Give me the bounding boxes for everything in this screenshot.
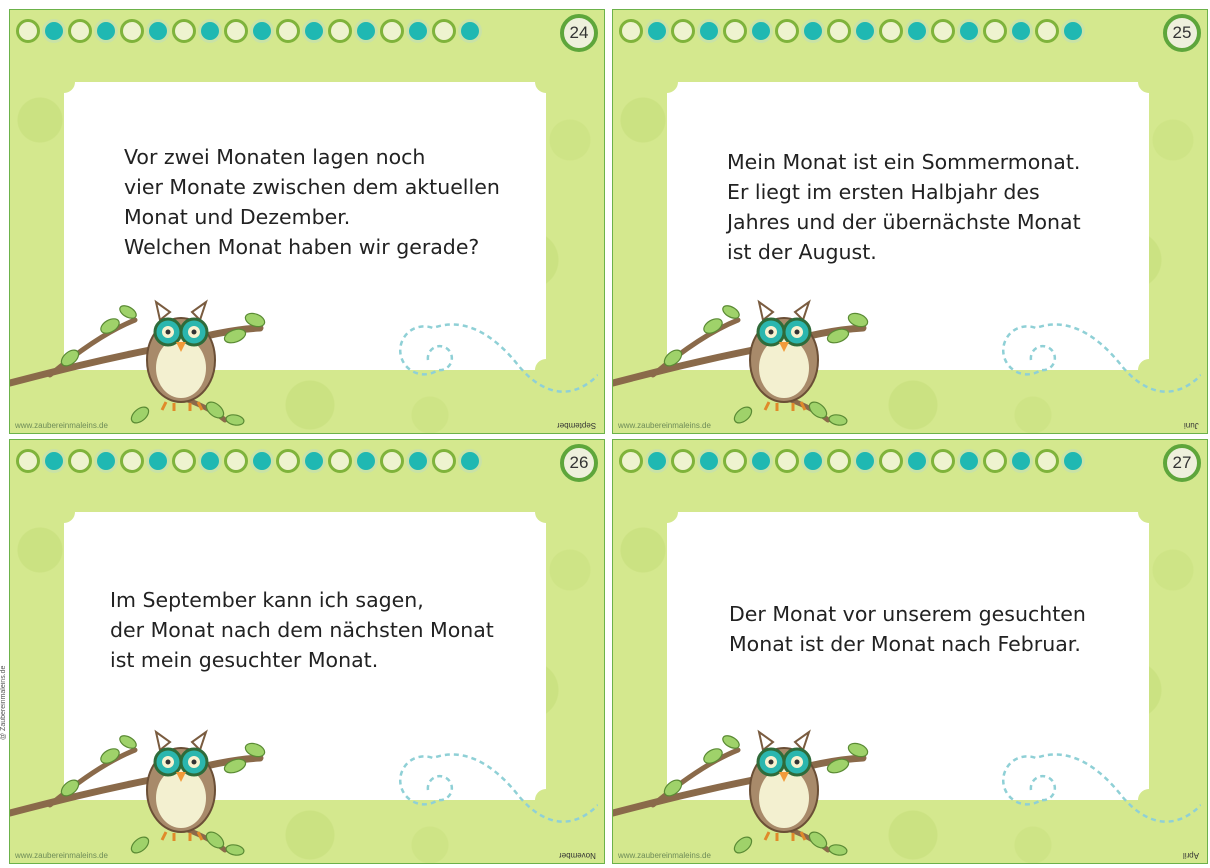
dot-ornament: [619, 449, 643, 473]
dot-ornament: [1061, 449, 1085, 473]
dot-ornament: [801, 19, 825, 43]
card-25: [612, 9, 1208, 434]
dot-border: [619, 449, 1085, 473]
dot-ornament: [775, 449, 799, 473]
website-label: www.zaubereinmaleins.de: [15, 851, 108, 860]
dot-ornament: [276, 449, 300, 473]
dot-ornament: [458, 19, 482, 43]
dot-border: [619, 19, 1085, 43]
dot-ornament: [1009, 19, 1033, 43]
dot-ornament: [983, 19, 1007, 43]
dot-ornament: [172, 19, 196, 43]
dot-ornament: [645, 449, 669, 473]
dot-ornament: [42, 449, 66, 473]
dot-ornament: [931, 19, 955, 43]
riddle-text: Vor zwei Monaten lagen noch vier Monate zwischen dem aktuellen Monat und Dezember. Welchen Monat haben wir gerade?: [124, 145, 500, 259]
dot-ornament: [250, 449, 274, 473]
swirl-decoration: [991, 750, 1201, 830]
owl-on-branch-illustration: [10, 290, 280, 434]
swirl-decoration: [388, 750, 598, 830]
dot-ornament: [671, 449, 695, 473]
mirrored-answer: April: [1182, 851, 1199, 860]
dot-ornament: [905, 19, 929, 43]
card-24: [9, 9, 605, 434]
dot-ornament: [1035, 19, 1059, 43]
dot-ornament: [302, 19, 326, 43]
dot-ornament: [697, 449, 721, 473]
dot-ornament: [68, 449, 92, 473]
card-26: [9, 439, 605, 864]
dot-ornament: [723, 19, 747, 43]
dot-ornament: [957, 449, 981, 473]
dot-ornament: [224, 19, 248, 43]
dot-ornament: [146, 19, 170, 43]
owl-on-branch-illustration: [613, 720, 883, 864]
dot-ornament: [198, 449, 222, 473]
dot-ornament: [905, 449, 929, 473]
dot-ornament: [749, 19, 773, 43]
dot-ornament: [354, 19, 378, 43]
dot-ornament: [380, 19, 404, 43]
dot-ornament: [172, 449, 196, 473]
dot-ornament: [983, 449, 1007, 473]
dot-ornament: [432, 19, 456, 43]
dot-ornament: [328, 19, 352, 43]
swirl-decoration: [388, 320, 598, 400]
dot-ornament: [16, 449, 40, 473]
dot-ornament: [645, 19, 669, 43]
dot-ornament: [328, 449, 352, 473]
dot-ornament: [619, 19, 643, 43]
riddle-text: Mein Monat ist ein Sommermonat. Er liegt im ersten Halbjahr des Jahres und der übernächste Monat ist der August.: [727, 150, 1081, 264]
dot-ornament: [120, 449, 144, 473]
dot-ornament: [801, 449, 825, 473]
dot-ornament: [853, 449, 877, 473]
card-number-badge: 25: [1163, 14, 1201, 52]
dot-ornament: [16, 19, 40, 43]
dot-ornament: [957, 19, 981, 43]
website-label: www.zaubereinmaleins.de: [618, 851, 711, 860]
dot-ornament: [749, 449, 773, 473]
card-number-badge: 24: [560, 14, 598, 52]
card-number-badge: 26: [560, 444, 598, 482]
card-number-badge: 27: [1163, 444, 1201, 482]
website-label: www.zaubereinmaleins.de: [618, 421, 711, 430]
owl-on-branch-illustration: [613, 290, 883, 434]
side-copyright-text: @ Zaubereinmaleins.de: [0, 665, 7, 740]
dot-ornament: [250, 19, 274, 43]
dot-ornament: [853, 19, 877, 43]
dot-ornament: [827, 19, 851, 43]
dot-ornament: [697, 19, 721, 43]
dot-ornament: [1009, 449, 1033, 473]
dot-ornament: [354, 449, 378, 473]
dot-ornament: [94, 449, 118, 473]
website-label: www.zaubereinmaleins.de: [15, 421, 108, 430]
owl-on-branch-illustration: [10, 720, 280, 864]
riddle-text: Der Monat vor unserem gesuchten Monat ist der Monat nach Februar.: [729, 602, 1086, 656]
dot-ornament: [276, 19, 300, 43]
dot-ornament: [879, 449, 903, 473]
dot-ornament: [380, 449, 404, 473]
mirrored-answer: Juni: [1184, 421, 1199, 430]
riddle-text: Im September kann ich sagen, der Monat nach dem nächsten Monat ist mein gesuchter Monat.: [110, 588, 494, 672]
dot-ornament: [931, 449, 955, 473]
mirrored-answer: September: [556, 421, 596, 430]
mirrored-answer: November: [559, 851, 596, 860]
dot-ornament: [879, 19, 903, 43]
dot-border: [16, 449, 482, 473]
dot-ornament: [120, 19, 144, 43]
dot-ornament: [1061, 19, 1085, 43]
dot-ornament: [146, 449, 170, 473]
dot-ornament: [94, 19, 118, 43]
dot-ornament: [723, 449, 747, 473]
dot-ornament: [775, 19, 799, 43]
dot-ornament: [671, 19, 695, 43]
dot-ornament: [458, 449, 482, 473]
dot-ornament: [198, 19, 222, 43]
dot-ornament: [406, 19, 430, 43]
dot-ornament: [42, 19, 66, 43]
dot-ornament: [827, 449, 851, 473]
dot-ornament: [224, 449, 248, 473]
dot-ornament: [1035, 449, 1059, 473]
dot-ornament: [406, 449, 430, 473]
dot-ornament: [302, 449, 326, 473]
card-27: [612, 439, 1208, 864]
dot-ornament: [68, 19, 92, 43]
dot-border: [16, 19, 482, 43]
swirl-decoration: [991, 320, 1201, 400]
dot-ornament: [432, 449, 456, 473]
